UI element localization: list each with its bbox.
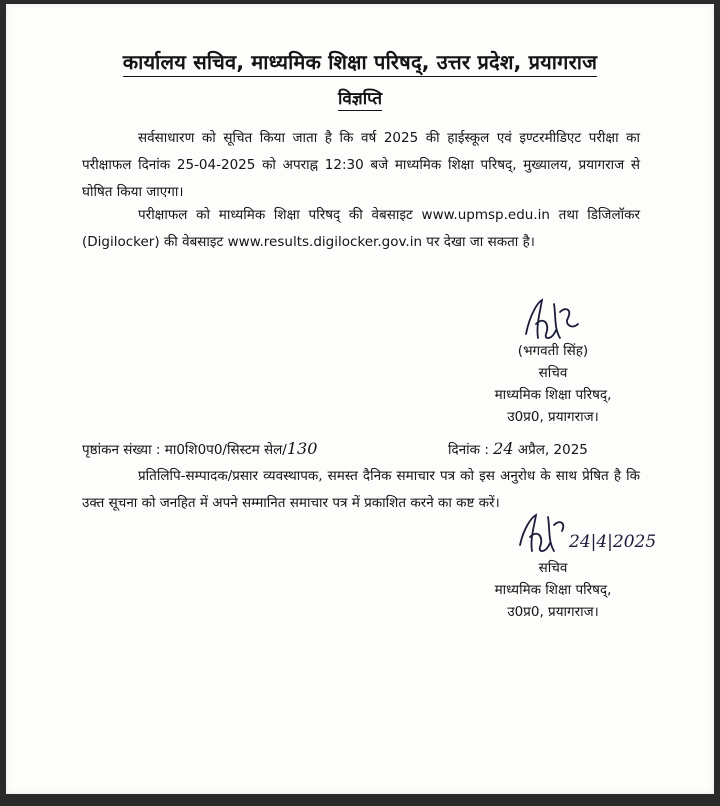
signature-block-secondary [458, 557, 648, 623]
reference-number-handwritten: 130 [286, 439, 318, 458]
signatory-name: (भगवती सिंह) [517, 343, 589, 359]
office-title: कार्यालय सचिव, माध्यमिक शिक्षा परिषद्, उत्तर प्रदेश, प्रयागराज [6, 48, 714, 75]
handwritten-date: 24|4|2025 [569, 532, 657, 552]
signatory-location: उ0प्र0, प्रयागराज। [507, 409, 599, 425]
signatory-designation-2: सचिव [538, 560, 568, 576]
reference-line [82, 439, 640, 463]
reference-date: दिनांक : 24 अप्रैल, 2025 [448, 439, 588, 458]
signatory-office-2: माध्यमिक शिक्षा परिषद्, [494, 582, 612, 598]
notice-page [6, 4, 714, 794]
announcement-paragraph: सर्वसाधारण को सूचित किया जाता है कि वर्ष 2025 की हाईस्कूल एवं इण्टरमीडिएट परीक्षा का परीक्षाफल दिनांक 25-04-2025 को अपराह्न 12:30 बजे माध्यमिक शिक्षा परिषद्, मुख्यालय, प्रयागराज से घोषित किया जाएगा। [82, 130, 640, 200]
copy-forward-paragraph: प्रतिलिपि-सम्पादक/प्रसार व्यवस्थापक, समस्त दैनिक समाचार पत्र को इस अनुरोध के साथ प्रेषित है कि उक्त सूचना को जनहित में अपने सम्मानित समाचार पत्र में प्रकाशित करने का कष्ट करें। [82, 468, 640, 511]
reference-number: पृष्ठांकन संख्या : मा0शि0प0/सिस्टम सेल/130 [82, 439, 318, 458]
signatory-designation: सचिव [538, 365, 568, 381]
signatory-office: माध्यमिक शिक्षा परिषद्, [494, 387, 612, 403]
signature-mark-2 [514, 509, 570, 561]
signature-block-primary [458, 340, 648, 428]
notice-heading: विज्ञप्ति [337, 89, 383, 109]
website-paragraph: परीक्षाफल को माध्यमिक शिक्षा परिषद् की वेबसाइट www.upmsp.edu.in तथा डिजिलॉकर (Digilocker) की वेबसाइट www.results.digilocker.gov.in पर देखा जा सकता है। [82, 207, 640, 250]
reference-date-handwritten: 24 [493, 439, 514, 458]
signatory-location-2: उ0प्र0, प्रयागराज। [507, 604, 599, 620]
